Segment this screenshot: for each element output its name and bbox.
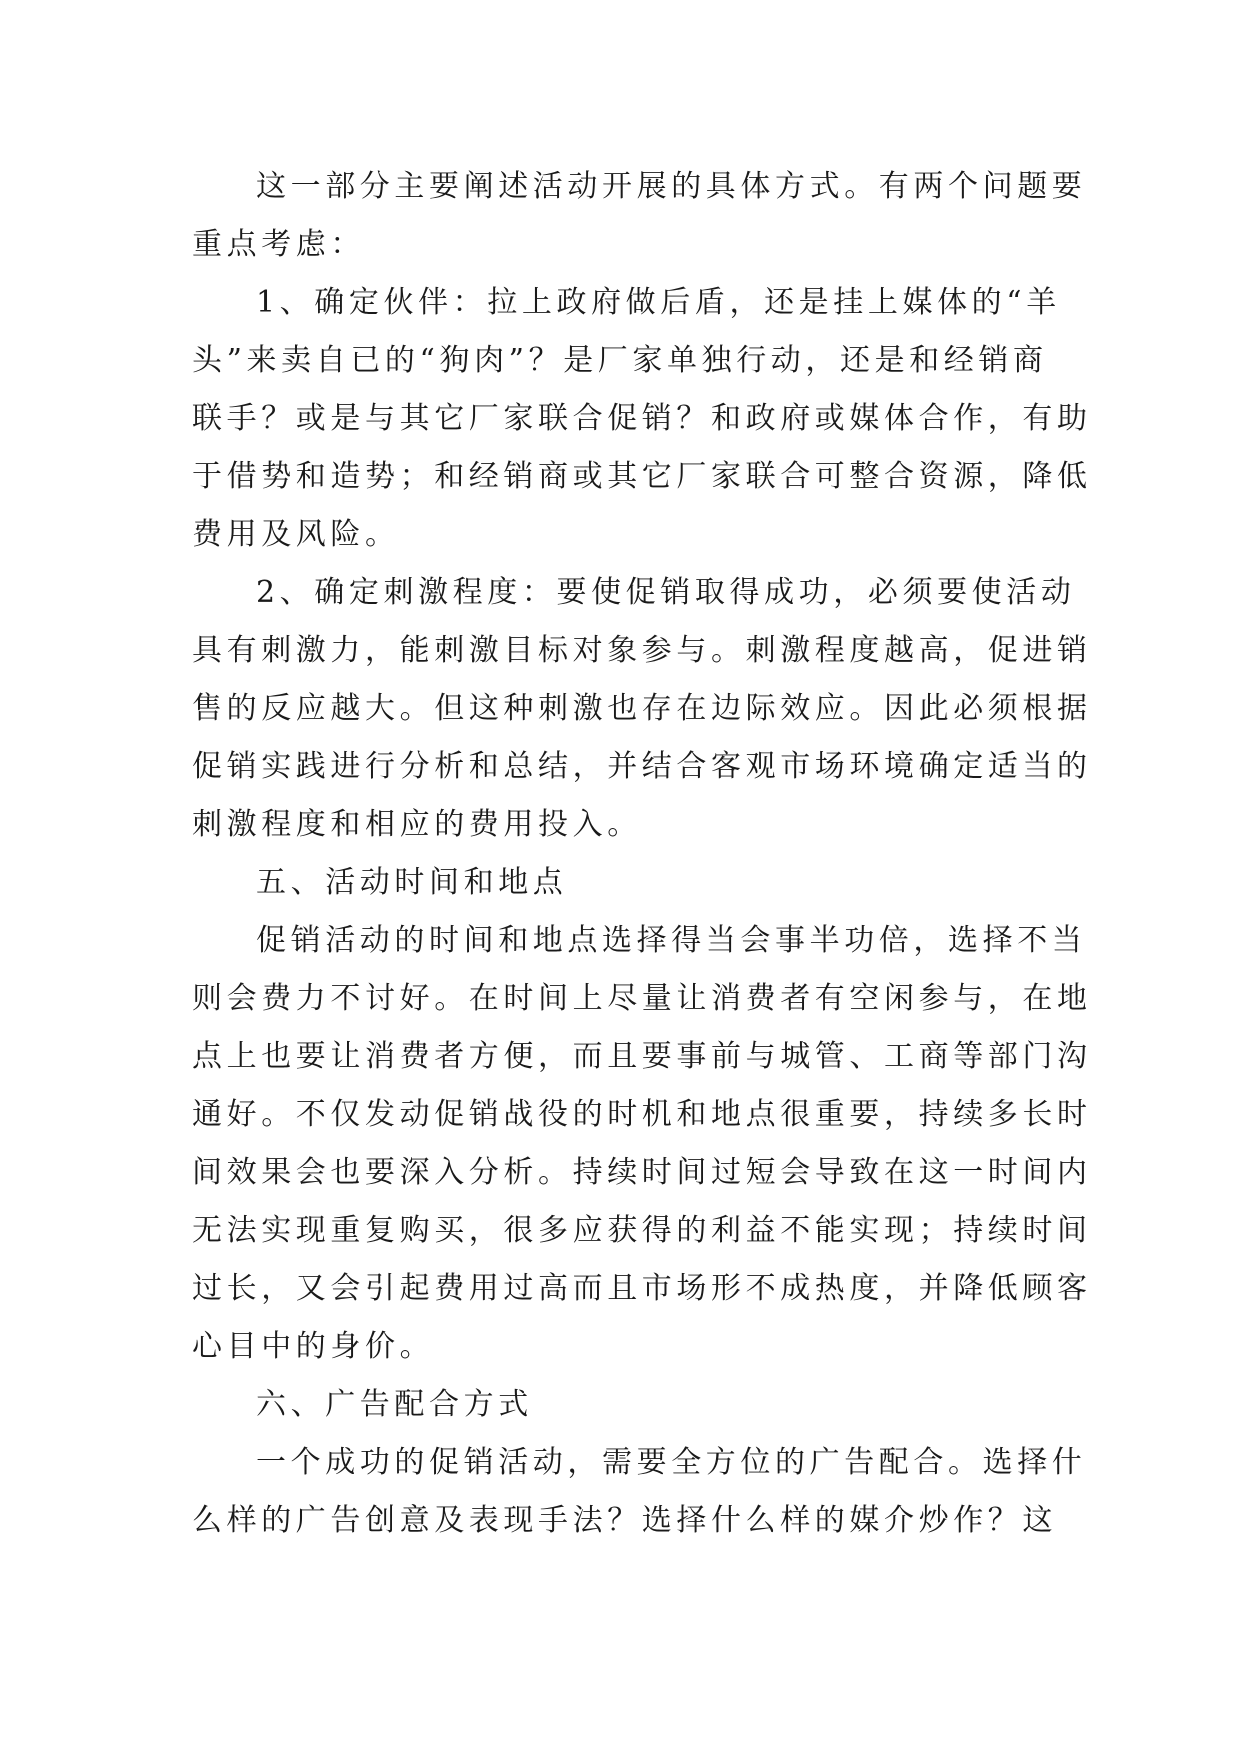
text-line: 间效果会也要深入分析。持续时间过短会导致在这一时间内 bbox=[192, 1155, 1092, 1190]
text-line: 通好。不仅发动促销战役的时机和地点很重要，持续多长时 bbox=[192, 1097, 1092, 1132]
text-line: 1、确定伙伴：拉上政府做后盾，还是挂上媒体的“羊 bbox=[256, 285, 1061, 320]
text-line: 无法实现重复购买，很多应获得的利益不能实现；持续时间 bbox=[192, 1213, 1092, 1248]
text-line: 促销活动的时间和地点选择得当会事半功倍，选择不当 bbox=[256, 923, 1087, 958]
text-line: 这一部分主要阐述活动开展的具体方式。有两个问题要 bbox=[256, 169, 1087, 204]
text-line: 售的反应越大。但这种刺激也存在边际效应。因此必须根据 bbox=[192, 691, 1092, 726]
text-line: 一个成功的促销活动，需要全方位的广告配合。选择什 bbox=[256, 1445, 1087, 1480]
section-heading: 五、活动时间和地点 bbox=[256, 865, 568, 900]
text-line: 过长，又会引起费用过高而且市场形不成热度，并降低顾客 bbox=[192, 1271, 1092, 1306]
text-line: 2、确定刺激程度：要使促销取得成功，必须要使活动 bbox=[256, 575, 1076, 610]
text-line: 则会费力不讨好。在时间上尽量让消费者有空闲参与，在地 bbox=[192, 981, 1092, 1016]
section-heading: 六、广告配合方式 bbox=[256, 1387, 533, 1422]
text-line: 重点考虑： bbox=[192, 227, 365, 262]
text-line: 具有刺激力，能刺激目标对象参与。刺激程度越高，促进销 bbox=[192, 633, 1092, 668]
text-line: 费用及风险。 bbox=[192, 517, 400, 552]
text-line: 于借势和造势；和经销商或其它厂家联合可整合资源，降低 bbox=[192, 459, 1092, 494]
text-line: 点上也要让消费者方便，而且要事前与城管、工商等部门沟 bbox=[192, 1039, 1092, 1074]
text-line: 联手？或是与其它厂家联合促销？和政府或媒体合作，有助 bbox=[192, 401, 1092, 436]
text-line: 促销实践进行分析和总结，并结合客观市场环境确定适当的 bbox=[192, 749, 1092, 784]
text-line: 心目中的身价。 bbox=[192, 1329, 435, 1364]
document-body bbox=[192, 158, 1092, 1550]
text-line: 头”来卖自已的“狗肉”？是厂家单独行动，还是和经销商 bbox=[192, 343, 1048, 378]
text-line: 刺激程度和相应的费用投入。 bbox=[192, 807, 642, 842]
text-line: 么样的广告创意及表现手法？选择什么样的媒介炒作？这 bbox=[192, 1503, 1057, 1538]
